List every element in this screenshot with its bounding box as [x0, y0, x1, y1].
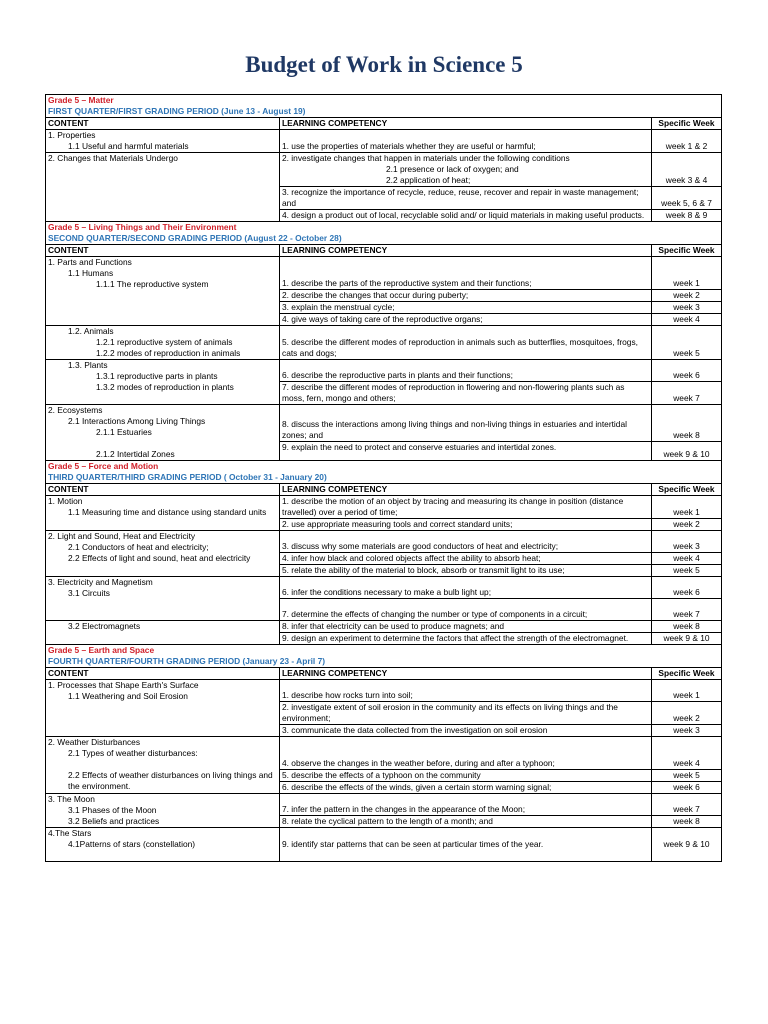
- content-topic: 2. Ecosystems: [48, 405, 103, 415]
- table-row: [46, 531, 722, 553]
- content-subtopic: 4.1Patterns of stars (constellation): [68, 839, 196, 849]
- competency-header: LEARNING COMPETENCY: [280, 118, 652, 130]
- competency-cell: 2. describe the changes that occur during puberty;: [280, 290, 652, 302]
- grade-label: Grade 5 – Matter: [48, 95, 114, 105]
- competency-cell: 7. describe the different modes of reproduction in flowering and non-flowering plants such as moss, fern, mongo and others;: [280, 382, 652, 405]
- week-cell: week 4: [652, 314, 722, 326]
- table-row: [46, 828, 722, 862]
- week-cell: week 9 & 10: [652, 828, 722, 862]
- table-row: [46, 577, 722, 599]
- spacer: [48, 759, 277, 770]
- competency-cell: 4. design a product out of local, recyclable solid and/ or liquid materials in making useful products.: [280, 210, 652, 222]
- week-header: Specific Week: [652, 484, 722, 496]
- content-topic: 1. Parts and Functions: [48, 257, 132, 267]
- week-cell: week 5: [652, 770, 722, 782]
- quarter-period: SECOND QUARTER/SECOND GRADING PERIOD (August 22 - October 28): [48, 233, 342, 243]
- quarter-period: FOURTH QUARTER/FOURTH GRADING PERIOD (January 23 - April 7): [48, 656, 326, 666]
- grade-label: Grade 5 – Force and Motion: [48, 461, 159, 471]
- week-cell: week 1: [652, 680, 722, 702]
- week-header: Specific Week: [652, 668, 722, 680]
- content-topic: 1. Processes that Shape Earth's Surface: [48, 680, 199, 690]
- grade-label: Grade 5 – Living Things and Their Environment: [48, 222, 237, 232]
- spacer: [48, 438, 277, 449]
- content-subtopic: 1.2. Animals: [68, 326, 114, 336]
- competency-cell: 4. give ways of taking care of the reproductive organs;: [280, 314, 652, 326]
- content-subtopic: 2.1 Interactions Among Living Things: [68, 416, 206, 426]
- content-subtopic: 1.1 Useful and harmful materials: [68, 141, 189, 151]
- content-subtopic: 2.1.2 Intertidal Zones: [96, 449, 175, 459]
- competency-cell: 6. infer the conditions necessary to make a bulb light up;: [280, 577, 652, 599]
- table-row: [46, 130, 722, 153]
- table-row: [46, 794, 722, 816]
- content-header: CONTENT: [46, 245, 280, 257]
- quarter-4-heading: [46, 645, 722, 668]
- quarter-2-heading: [46, 222, 722, 245]
- competency-cell: 1. use the properties of materials whether they are useful or harmful;: [280, 130, 652, 153]
- competency-cell: 7. infer the pattern in the changes in the appearance of the Moon;: [280, 794, 652, 816]
- competency-header: LEARNING COMPETENCY: [280, 668, 652, 680]
- week-cell: week 7: [652, 599, 722, 621]
- quarter-period: THIRD QUARTER/THIRD GRADING PERIOD ( October 31 - January 20): [48, 472, 327, 482]
- competency-cell: 9. design an experiment to determine the factors that affect the strength of the electromagnet.: [280, 633, 652, 645]
- week-cell: week 5: [652, 326, 722, 360]
- week-cell: week 3: [652, 302, 722, 314]
- competency-cell: 5. relate the ability of the material to block, absorb or transmit light to its use;: [280, 565, 652, 577]
- week-cell: week 2: [652, 702, 722, 725]
- week-cell: week 2: [652, 290, 722, 302]
- competency-cell: 9. identify star patterns that can be seen at particular times of the year.: [280, 828, 652, 862]
- competency-cell: 5. describe the different modes of reproduction in animals such as butterflies, mosquitoes, frogs, cats and dogs;: [280, 326, 652, 360]
- content-subtopic: 1.1 Weathering and Soil Erosion: [68, 691, 188, 701]
- competency-subitem: 2.1 presence or lack of oxygen; and: [386, 164, 519, 174]
- content-subtopic: 1.3. Plants: [68, 360, 108, 370]
- competency-cell: 1. describe how rocks turn into soil;: [280, 680, 652, 702]
- table-row: [46, 326, 722, 360]
- content-topic: 2. Changes that Materials Undergo: [48, 153, 178, 163]
- content-topic: 2. Light and Sound, Heat and Electricity: [48, 531, 196, 541]
- page-title: Budget of Work in Science 5: [245, 52, 523, 77]
- competency-cell: 1. describe the parts of the reproductive system and their functions;: [280, 257, 652, 290]
- table-row: [46, 496, 722, 519]
- competency-cell: 2. investigate extent of soil erosion in the community and its effects on living things and the environment;: [280, 702, 652, 725]
- week-cell: week 7: [652, 382, 722, 405]
- competency-header: LEARNING COMPETENCY: [280, 484, 652, 496]
- week-cell: week 4: [652, 737, 722, 770]
- competency-cell: 4. infer how black and colored objects affect the ability to absorb heat;: [280, 553, 652, 565]
- content-subtopic: 2.1 Types of weather disturbances:: [68, 748, 198, 758]
- competency-cell: 8. relate the cyclical pattern to the length of a month; and: [280, 816, 652, 828]
- competency-cell: 2. use appropriate measuring tools and correct standard units;: [280, 519, 652, 531]
- table-header-row: [46, 118, 722, 130]
- content-subtopic: 2.1.1 Estuaries: [96, 427, 152, 437]
- budget-table: [45, 94, 722, 862]
- content-subtopic: 1.3.1 reproductive parts in plants: [96, 371, 218, 381]
- week-cell: week 7: [652, 794, 722, 816]
- week-cell: week 8 & 9: [652, 210, 722, 222]
- quarter-period: FIRST QUARTER/FIRST GRADING PERIOD (June 13 - August 19): [48, 106, 306, 116]
- competency-text: 2. investigate changes that happen in materials under the following conditions: [282, 153, 570, 163]
- competency-cell: 8. infer that electricity can be used to produce magnets; and: [280, 621, 652, 633]
- content-subtopic: 1.1 Humans: [68, 268, 114, 278]
- content-subtopic: 1.3.2 modes of reproduction in plants: [96, 382, 234, 392]
- week-cell: week 1: [652, 496, 722, 519]
- competency-cell: 8. discuss the interactions among living things and non-living things in estuaries and intertidal zones; and: [280, 405, 652, 442]
- competency-cell: 6. describe the effects of the winds, given a certain storm warning signal;: [280, 782, 652, 794]
- table-header-row: [46, 668, 722, 680]
- week-cell: week 5: [652, 565, 722, 577]
- content-subtopic: 3.1 Circuits: [68, 588, 110, 598]
- content-header: CONTENT: [46, 484, 280, 496]
- week-cell: week 6: [652, 782, 722, 794]
- content-subtopic: 3.1 Phases of the Moon: [68, 805, 157, 815]
- week-cell: week 8: [652, 405, 722, 442]
- week-cell: week 2: [652, 519, 722, 531]
- competency-subitem: 2.2 application of heat;: [386, 175, 471, 185]
- content-subtopic: 3.2 Electromagnets: [68, 621, 141, 631]
- content-subtopic: 2.2 Effects of weather disturbances on living things and the environment.: [68, 770, 273, 791]
- week-header: Specific Week: [652, 245, 722, 257]
- competency-cell: 3. discuss why some materials are good conductors of heat and electricity;: [280, 531, 652, 553]
- week-cell: week 3: [652, 531, 722, 553]
- competency-cell: 4. observe the changes in the weather before, during and after a typhoon;: [280, 737, 652, 770]
- week-cell: week 5, 6 & 7: [652, 187, 722, 210]
- table-row: [46, 257, 722, 290]
- table-header-row: [46, 245, 722, 257]
- competency-cell: 6. describe the reproductive parts in plants and their functions;: [280, 360, 652, 382]
- week-cell: week 6: [652, 360, 722, 382]
- table-row: [46, 153, 722, 187]
- content-topic: 2. Weather Disturbances: [48, 737, 141, 747]
- week-cell: week 9 & 10: [652, 633, 722, 645]
- table-row: [46, 680, 722, 702]
- content-subtopic: 1.1 Measuring time and distance using standard units: [68, 507, 267, 517]
- content-topic: 1. Properties: [48, 130, 96, 140]
- content-topic: 3. The Moon: [48, 794, 95, 804]
- week-cell: week 3 & 4: [652, 153, 722, 187]
- week-cell: week 1: [652, 257, 722, 290]
- competency-header: LEARNING COMPETENCY: [280, 245, 652, 257]
- content-subtopic: 2.2 Effects of light and sound, heat and electricity: [68, 553, 251, 563]
- week-cell: week 6: [652, 577, 722, 599]
- competency-cell: 1. describe the motion of an object by tracing and measuring its change in position (distance travelled) over a period of time;: [280, 496, 652, 519]
- content-subtopic: 2.1 Conductors of heat and electricity;: [68, 542, 209, 552]
- quarter-3-heading: [46, 461, 722, 484]
- week-cell: week 4: [652, 553, 722, 565]
- content-topic: 4.The Stars: [48, 828, 92, 838]
- content-subtopic: 1.1.1 The reproductive system: [96, 279, 209, 289]
- week-header: Specific Week: [652, 118, 722, 130]
- spacer: [48, 850, 277, 861]
- week-cell: week 1 & 2: [652, 130, 722, 153]
- table-row: [46, 405, 722, 442]
- quarter-1-heading: [46, 95, 722, 118]
- competency-cell: 9. explain the need to protect and conserve estuaries and intertidal zones.: [280, 441, 652, 460]
- content-topic: 1. Motion: [48, 496, 83, 506]
- content-subtopic: 1.2.1 reproductive system of animals: [96, 337, 233, 347]
- competency-cell: 5. describe the effects of a typhoon on the community: [280, 770, 652, 782]
- week-cell: week 8: [652, 816, 722, 828]
- week-cell: week 8: [652, 621, 722, 633]
- competency-cell: 3. recognize the importance of recycle, reduce, reuse, recover and repair in waste management; and: [280, 187, 652, 210]
- week-cell: week 3: [652, 725, 722, 737]
- content-header: CONTENT: [46, 118, 280, 130]
- table-header-row: [46, 484, 722, 496]
- table-row: [46, 621, 722, 633]
- content-subtopic: 1.2.2 modes of reproduction in animals: [96, 348, 241, 358]
- competency-cell: 7. determine the effects of changing the number or type of components in a circuit;: [280, 599, 652, 621]
- competency-cell: 3. communicate the data collected from the investigation on soil erosion: [280, 725, 652, 737]
- week-cell: week 9 & 10: [652, 441, 722, 460]
- table-row: [46, 737, 722, 770]
- table-row: [46, 360, 722, 382]
- content-header: CONTENT: [46, 668, 280, 680]
- content-topic: 3. Electricity and Magnetism: [48, 577, 153, 587]
- grade-label: Grade 5 – Earth and Space: [48, 645, 155, 655]
- content-subtopic: 3.2 Beliefs and practices: [68, 816, 160, 826]
- competency-cell: 3. explain the menstrual cycle;: [280, 302, 652, 314]
